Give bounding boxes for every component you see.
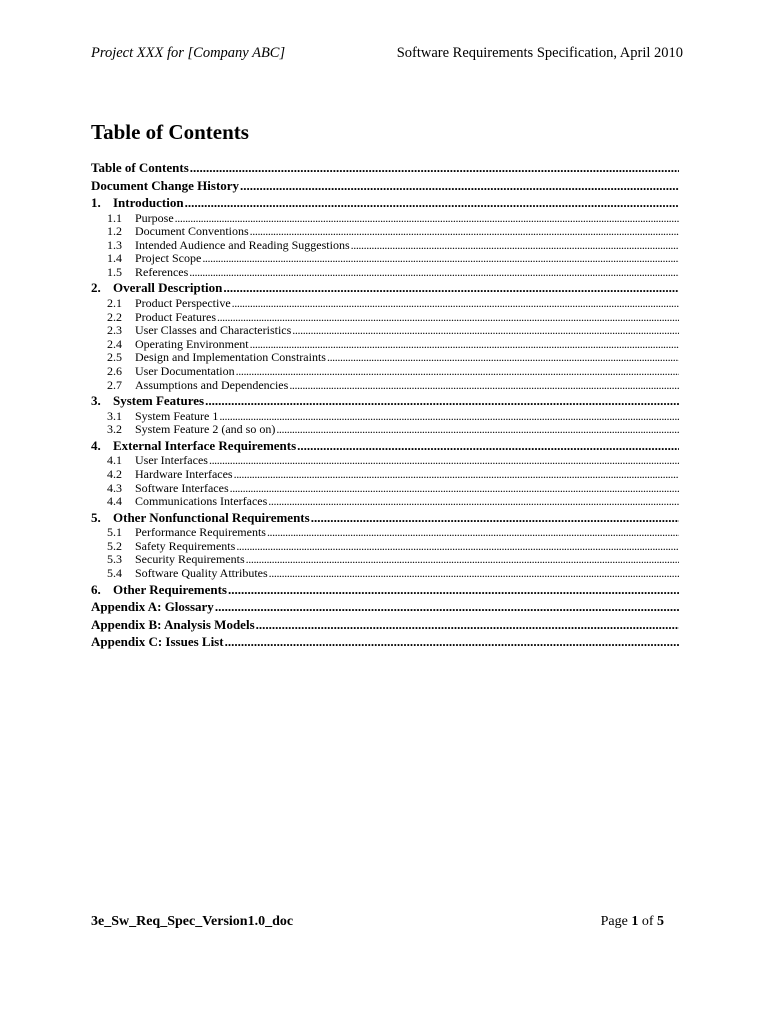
toc-entry-title: Appendix A: Glossary [91,599,214,615]
toc-dot-leader [269,567,679,581]
toc-entry-label [107,351,326,365]
toc-dot-leader [250,225,679,239]
toc-entry-label [107,495,267,509]
footer-page-prefix: Page [600,914,628,929]
toc-entry-title: System Feature 2 (and so on) [135,423,276,437]
toc-entry-title: Project Scope [135,252,202,266]
toc-dot-leader [250,338,679,352]
toc-entry-number: 4.1 [107,454,122,468]
toc-entry-title: Appendix C: Issues List [91,634,224,650]
toc-entry-label [107,526,266,540]
toc-entry-number: 5.4 [107,566,122,580]
toc-entry-section[interactable] [91,177,679,195]
toc-entry-title: User Documentation [135,364,235,378]
toc-entry-label [91,581,227,599]
toc-entry-title: Software Interfaces [135,481,229,495]
toc-entry-title: Design and Implementation Constraints [135,351,326,365]
toc-entry-label [91,194,184,212]
toc-dot-leader [236,540,679,554]
header-document-title: Software Requirements Specification, April 2010 [396,45,683,61]
toc-entry-subsection[interactable] [91,482,679,496]
toc-entry-label [107,297,231,311]
toc-entry-section[interactable] [91,194,679,212]
toc-entry-subsection[interactable] [91,297,679,311]
toc-entry-number: 6. [91,581,101,597]
toc-dot-leader [202,252,679,266]
toc-entry-title: Product Features [135,310,216,324]
toc-entry-title: Table of Contents [91,160,189,175]
toc-entry-label [107,266,188,280]
toc-dot-leader [240,177,679,195]
toc-entry-label [107,225,249,239]
toc-entry-section[interactable] [91,598,679,616]
toc-entry-subsection[interactable] [91,410,679,424]
toc-entry-subsection[interactable] [91,468,679,482]
toc-entry-number: 2. [91,280,101,296]
toc-entry-label [107,410,218,424]
toc-entry-title: Hardware Interfaces [135,467,233,481]
toc-entry-title: Intended Audience and Reading Suggestions [135,238,350,252]
toc-dot-leader [297,437,679,455]
toc-entry-section[interactable] [91,279,679,297]
toc-dot-leader [223,279,679,297]
toc-entry-title: Safety Requirements [135,539,236,553]
toc-dot-leader [246,553,679,567]
toc-entry-number: 1. [91,195,101,210]
toc-dot-leader [228,581,679,599]
toc-entry-title: Communications Interfaces [135,495,268,509]
toc-entry-label [91,633,224,651]
toc-dot-leader [190,159,679,177]
toc-entry-number: 5.2 [107,539,122,553]
toc-entry-number: 4.2 [107,467,122,481]
toc-entry-section[interactable] [91,616,679,634]
toc-dot-leader [276,423,679,437]
toc-entry-title: Operating Environment [135,337,249,351]
toc-entry-number: 3.2 [107,423,122,437]
toc-entry-title: User Classes and Characteristics [135,324,292,338]
toc-entry-section[interactable] [91,392,679,410]
toc-entry-label [107,212,174,226]
toc-entry-subsection[interactable] [91,351,679,365]
toc-entry-section[interactable] [91,509,679,527]
toc-entry-number: 3. [91,393,101,409]
toc-entry-label [107,567,268,581]
toc-entry-label [107,324,291,338]
toc-entry-subsection[interactable] [91,266,679,280]
toc-entry-label [107,239,350,253]
toc-entry-label [91,392,204,410]
toc-dot-leader [234,468,679,482]
toc-entry-subsection[interactable] [91,324,679,338]
toc-entry-title: User Interfaces [135,454,208,468]
toc-entry-number: 2.1 [107,296,122,310]
toc-dot-leader [327,351,679,365]
toc-entry-label [91,616,255,634]
toc-heading: Table of Contents [91,120,249,144]
toc-entry-number: 2.7 [107,378,122,392]
toc-entry-subsection[interactable] [91,423,679,437]
footer-page-current: 1 [631,914,639,929]
toc-entry-number: 3.1 [107,409,122,423]
toc-dot-leader [185,194,679,212]
toc-dot-leader [292,324,679,338]
toc-entry-title: Purpose [135,211,174,225]
toc-dot-leader [289,379,679,393]
toc-entry-title: Product Perspective [135,296,231,310]
toc-entry-number: 1.3 [107,238,122,252]
toc-entry-title: System Feature 1 [135,409,219,423]
toc-entry-label [107,423,275,437]
toc-entry-label [107,252,201,266]
toc-entry-number: 5.1 [107,526,122,540]
table-of-contents [91,159,679,651]
toc-entry-label [107,468,233,482]
toc-dot-leader [215,598,679,616]
toc-entry-number: 4.4 [107,495,122,509]
toc-entry-subsection[interactable] [91,212,679,226]
toc-entry-label [107,553,245,567]
toc-entry-title: Introduction [113,195,184,210]
toc-dot-leader [268,495,679,509]
toc-entry-subsection[interactable] [91,252,679,266]
toc-entry-subsection[interactable] [91,495,679,509]
toc-entry-title: Other Requirements [113,581,227,597]
toc-entry-number: 1.5 [107,265,122,279]
toc-entry-section[interactable] [91,581,679,599]
toc-entry-number: 2.4 [107,337,122,351]
toc-entry-number: 2.3 [107,324,122,338]
toc-dot-leader [225,633,679,651]
toc-dot-leader [267,526,679,540]
toc-entry-label [91,598,214,616]
toc-dot-leader [230,482,679,496]
footer-page-number [601,914,664,930]
toc-entry-number: 1.4 [107,252,122,266]
toc-entry-subsection[interactable] [91,567,679,581]
toc-entry-subsection[interactable] [91,338,679,352]
toc-dot-leader [232,297,679,311]
toc-dot-leader [219,410,679,424]
toc-entry-number: 4.3 [107,481,122,495]
toc-entry-number: 2.5 [107,351,122,365]
toc-entry-subsection[interactable] [91,553,679,567]
toc-entry-label [91,509,310,527]
toc-entry-section[interactable] [91,633,679,651]
toc-dot-leader [217,311,679,325]
toc-entry-title: Overall Description [113,280,223,296]
toc-entry-number: 4. [91,437,101,453]
toc-entry-number: 2.2 [107,310,122,324]
toc-dot-leader [256,616,679,634]
toc-entry-number: 5.3 [107,553,122,567]
toc-entry-title: Assumptions and Dependencies [135,378,289,392]
toc-entry-number: 1.1 [107,211,122,225]
toc-dot-leader [189,266,679,280]
toc-dot-leader [209,454,679,468]
toc-entry-title: External Interface Requirements [113,437,297,453]
toc-entry-title: Security Requirements [135,553,245,567]
toc-entry-label [91,437,296,455]
toc-entry-label [91,177,239,195]
footer-page-of: of [641,914,654,929]
toc-entry-subsection[interactable] [91,379,679,393]
toc-entry-label [107,365,235,379]
toc-entry-label [107,454,208,468]
toc-entry-title: References [135,265,189,279]
toc-entry-label [91,279,222,297]
toc-entry-title: Other Nonfunctional Requirements [113,509,310,525]
page-footer [91,914,664,934]
toc-entry-subsection[interactable] [91,540,679,554]
toc-entry-label [107,338,249,352]
toc-entry-section[interactable] [91,159,679,177]
toc-entry-subsection[interactable] [91,311,679,325]
toc-entry-subsection[interactable] [91,239,679,253]
toc-entry-label [107,482,229,496]
toc-entry-number: 2.6 [107,364,122,378]
toc-entry-title: Appendix B: Analysis Models [91,616,255,632]
toc-entry-label [107,379,288,393]
toc-entry-label [91,159,189,177]
toc-entry-title: Performance Requirements [135,526,266,540]
toc-entry-number: 5. [91,509,101,525]
toc-entry-title: Software Quality Attributes [135,566,268,580]
toc-entry-subsection[interactable] [91,225,679,239]
footer-filename: 3e_Sw_Req_Spec_Version1.0_doc [91,914,294,929]
toc-entry-section[interactable] [91,437,679,455]
toc-entry-label [107,311,216,325]
header-project-name: Project XXX for [Company ABC] [91,45,286,61]
toc-dot-leader [205,392,679,410]
toc-dot-leader [351,239,679,253]
toc-entry-number: 1.2 [107,225,122,239]
toc-dot-leader [311,509,679,527]
toc-entry-subsection[interactable] [91,365,679,379]
toc-dot-leader [236,365,679,379]
toc-entry-title: System Features [113,393,205,409]
toc-dot-leader [175,212,679,226]
toc-entry-subsection[interactable] [91,454,679,468]
toc-entry-title: Document Conventions [135,225,249,239]
footer-page-total: 5 [657,914,664,929]
page-header [91,45,683,65]
toc-entry-title: Document Change History [91,177,240,193]
toc-entry-label [107,540,235,554]
toc-entry-subsection[interactable] [91,526,679,540]
